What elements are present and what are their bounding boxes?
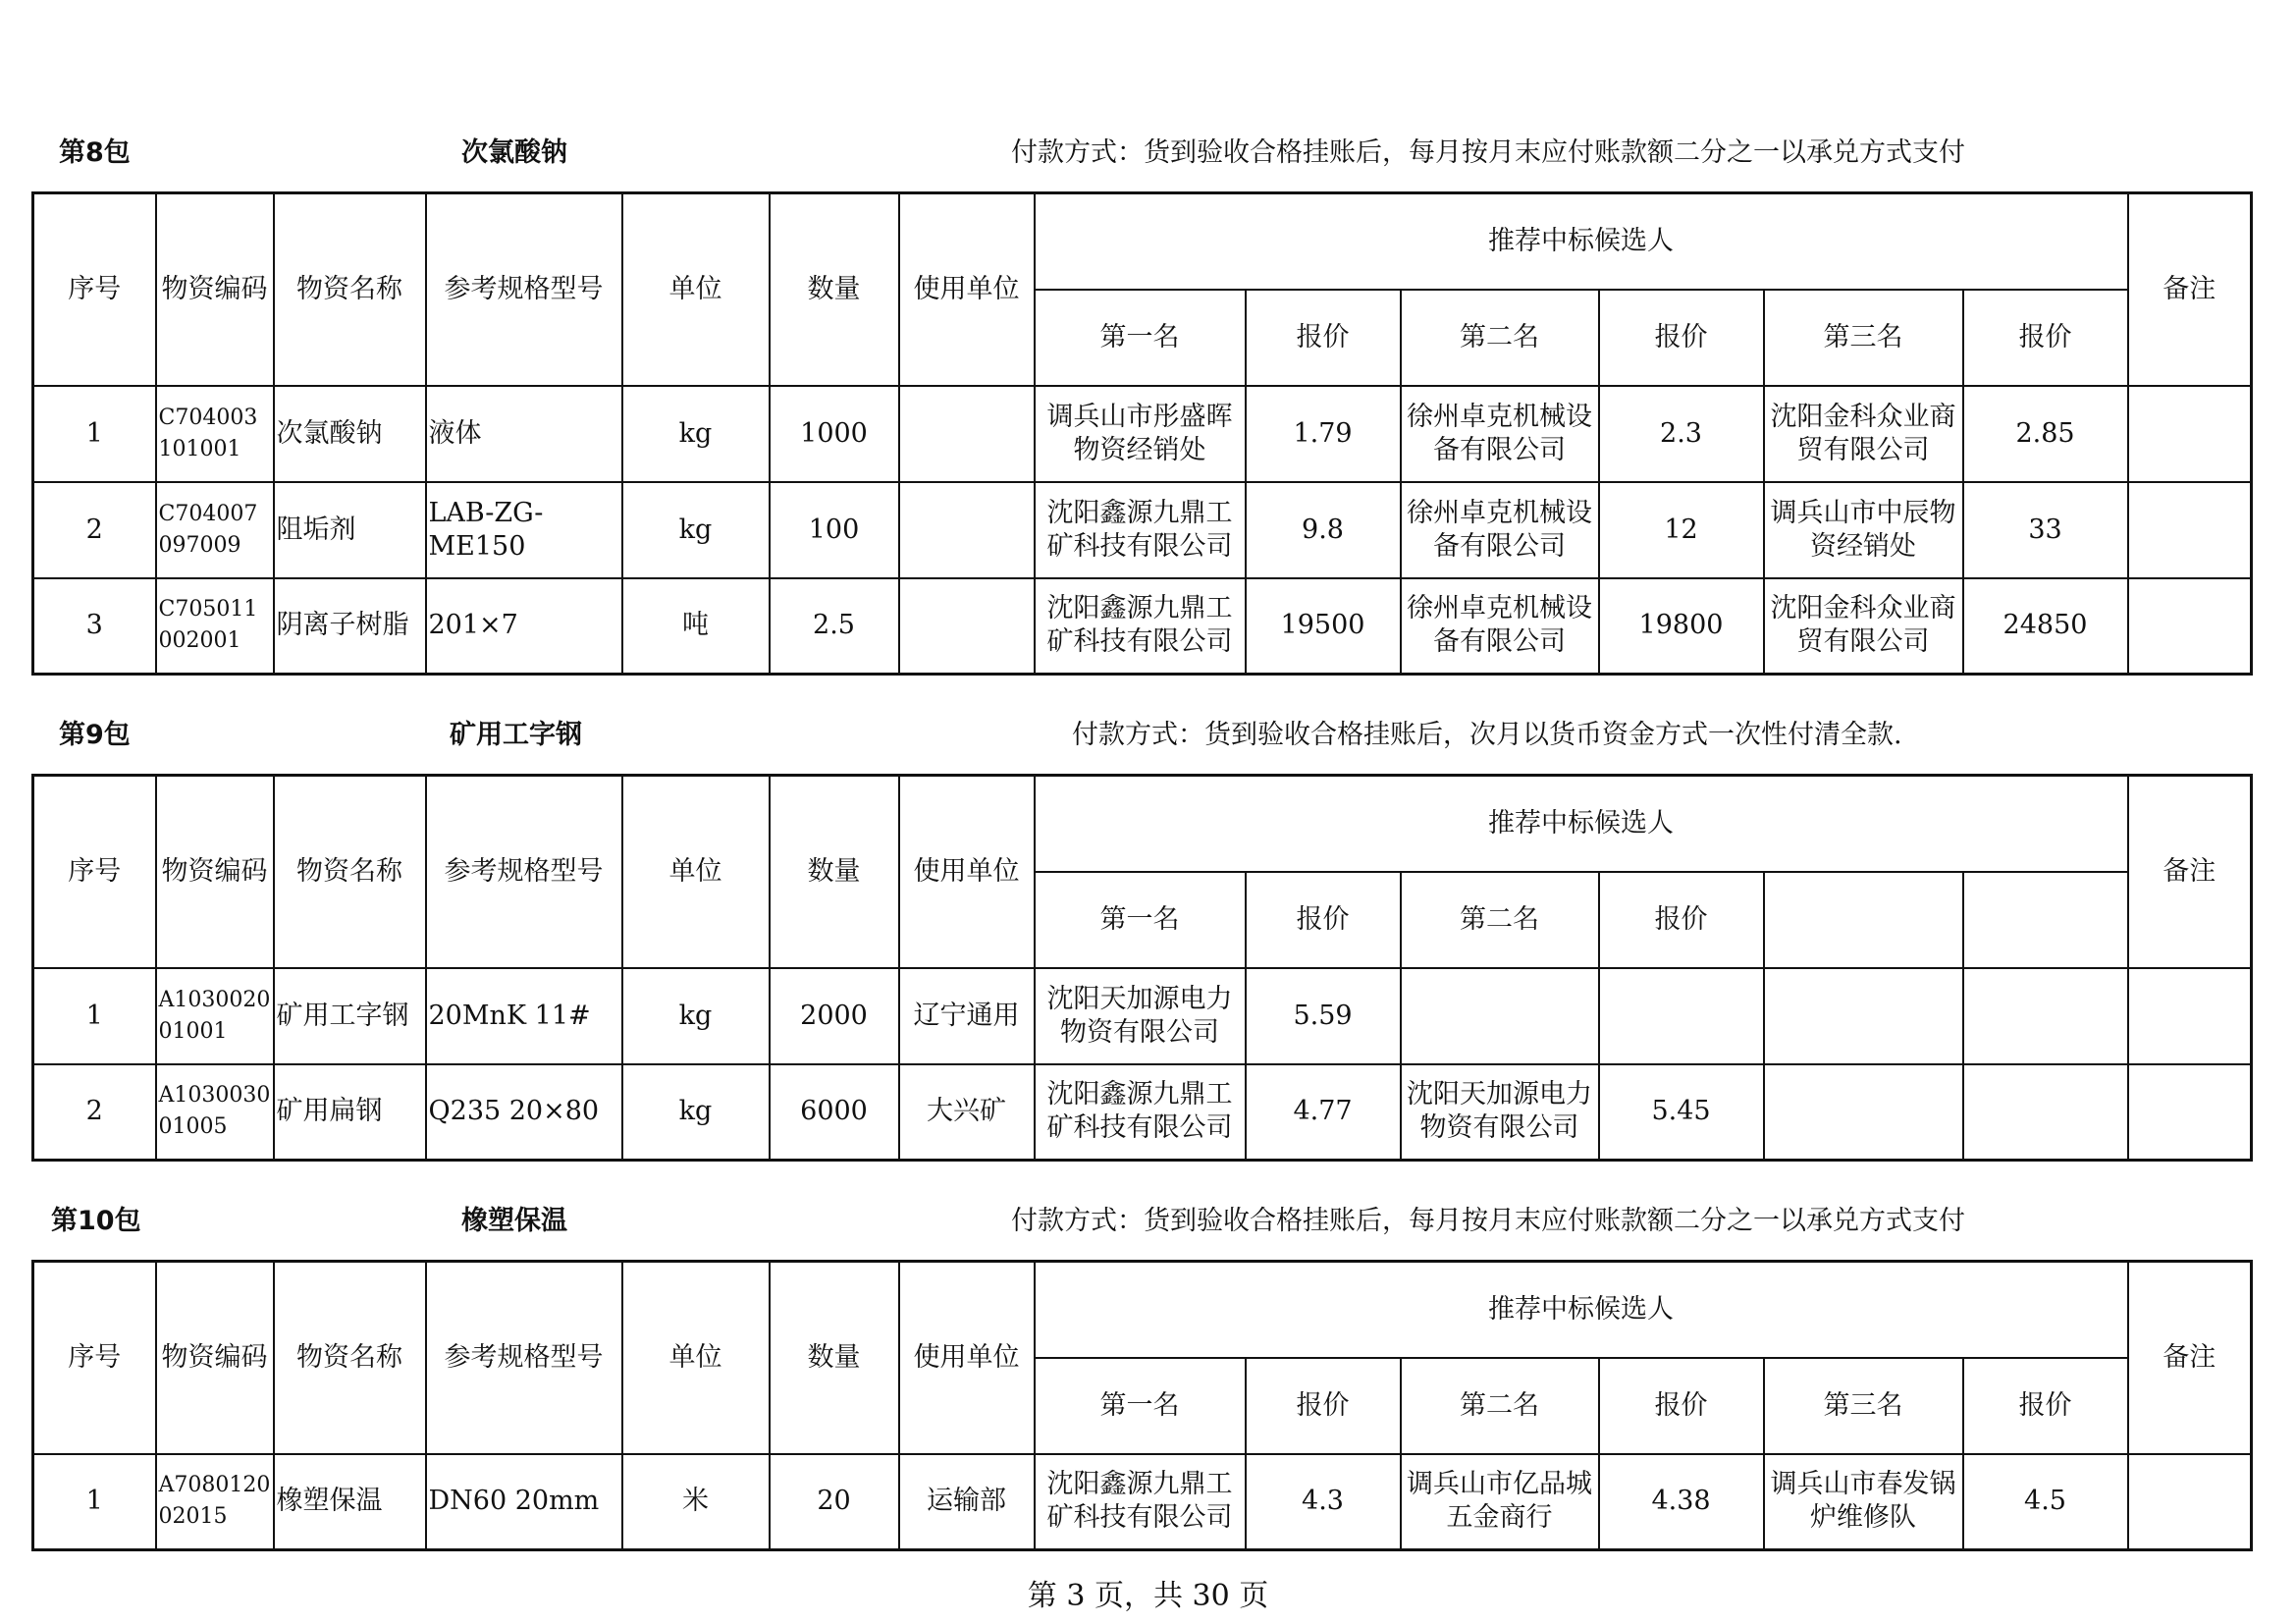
payment-terms: 付款方式：货到验收合格挂账后，次月以货币资金方式一次性付清全款. — [1072, 720, 1902, 750]
cell-third: 沈阳金科众业商贸有限公司 — [1764, 578, 1963, 675]
package-name: 橡塑保温 — [461, 1206, 567, 1236]
package-number: 第8包 — [59, 137, 131, 168]
cell-user — [899, 482, 1035, 578]
cell-remark — [2128, 578, 2252, 675]
header-first: 第一名 — [1035, 290, 1246, 386]
header-second: 第二名 — [1401, 1358, 1599, 1454]
package-9-header — [0, 713, 2296, 752]
cell-price-1: 19500 — [1246, 578, 1401, 675]
header-user: 使用单位 — [899, 776, 1035, 968]
header-candidates: 推荐中标候选人 — [1035, 776, 2128, 872]
cell-price-3 — [1963, 968, 2128, 1064]
header-name: 物资名称 — [274, 1262, 426, 1454]
cell-second: 调兵山市亿品城五金商行 — [1401, 1454, 1599, 1550]
header-spec: 参考规格型号 — [426, 776, 622, 968]
header-unit: 单位 — [622, 193, 770, 386]
cell-remark — [2128, 1454, 2252, 1550]
package-number: 第10包 — [51, 1206, 141, 1236]
cell-price-2: 2.3 — [1599, 386, 1764, 482]
header-name: 物资名称 — [274, 776, 426, 968]
cell-first: 沈阳鑫源九鼎工矿科技有限公司 — [1035, 1064, 1246, 1161]
package-name: 次氯酸钠 — [461, 137, 567, 168]
cell-third: 调兵山市中辰物资经销处 — [1764, 482, 1963, 578]
header-price: 报价 — [1246, 290, 1401, 386]
header-qty: 数量 — [770, 193, 899, 386]
page-footer: 第 3 页，共 30 页 — [1027, 1579, 1269, 1613]
cell-price-1: 1.79 — [1246, 386, 1401, 482]
cell-price-2: 12 — [1599, 482, 1764, 578]
cell-qty: 20 — [770, 1454, 899, 1550]
cell-remark — [2128, 482, 2252, 578]
header-price: 报价 — [1599, 290, 1764, 386]
header-remark: 备注 — [2128, 193, 2252, 386]
header-third: 第三名 — [1764, 290, 1963, 386]
cell-price-3: 33 — [1963, 482, 2128, 578]
header-price: 报价 — [1246, 1358, 1401, 1454]
header-candidates: 推荐中标候选人 — [1035, 1262, 2128, 1358]
cell-code: C704007097009 — [156, 482, 274, 578]
cell-user: 运输部 — [899, 1454, 1035, 1550]
cell-second: 徐州卓克机械设备有限公司 — [1401, 578, 1599, 675]
header-price: 报价 — [1963, 1358, 2128, 1454]
cell-seq: 1 — [33, 968, 156, 1064]
package-number: 第9包 — [59, 720, 131, 750]
header-seq: 序号 — [33, 193, 156, 386]
header-second: 第二名 — [1401, 872, 1599, 968]
cell-name: 橡塑保温 — [274, 1454, 426, 1550]
cell-spec: Q235 20×80 — [426, 1064, 622, 1161]
cell-remark — [2128, 386, 2252, 482]
header-second: 第二名 — [1401, 290, 1599, 386]
header-price: 报价 — [1963, 290, 2128, 386]
cell-code: A103003001005 — [156, 1064, 274, 1161]
header-first: 第一名 — [1035, 1358, 1246, 1454]
cell-unit: kg — [622, 386, 770, 482]
cell-user — [899, 578, 1035, 675]
cell-remark — [2128, 968, 2252, 1064]
header-user: 使用单位 — [899, 193, 1035, 386]
cell-price-2: 19800 — [1599, 578, 1764, 675]
cell-second: 沈阳天加源电力物资有限公司 — [1401, 1064, 1599, 1161]
cell-name: 矿用工字钢 — [274, 968, 426, 1064]
cell-seq: 1 — [33, 1454, 156, 1550]
cell-remark — [2128, 1064, 2252, 1161]
header-user: 使用单位 — [899, 1262, 1035, 1454]
cell-first: 调兵山市彤盛晖物资经销处 — [1035, 386, 1246, 482]
cell-code: C704003101001 — [156, 386, 274, 482]
table-row — [33, 968, 2252, 1064]
header-code: 物资编码 — [156, 776, 274, 968]
cell-price-1: 5.59 — [1246, 968, 1401, 1064]
cell-qty: 2.5 — [770, 578, 899, 675]
payment-terms: 付款方式：货到验收合格挂账后，每月按月末应付账款额二分之一以承兑方式支付 — [1011, 137, 1965, 168]
cell-second — [1401, 968, 1599, 1064]
table-row — [33, 1454, 2252, 1550]
cell-qty: 6000 — [770, 1064, 899, 1161]
cell-price-2: 4.38 — [1599, 1454, 1764, 1550]
cell-code: A103002001001 — [156, 968, 274, 1064]
cell-spec: 液体 — [426, 386, 622, 482]
header-price: 报价 — [1599, 872, 1764, 968]
package-name: 矿用工字钢 — [450, 720, 582, 750]
package-8-header — [0, 131, 2296, 170]
package-8-table — [31, 191, 2253, 676]
cell-spec: DN60 20mm — [426, 1454, 622, 1550]
header-qty: 数量 — [770, 776, 899, 968]
cell-second: 徐州卓克机械设备有限公司 — [1401, 482, 1599, 578]
cell-price-2: 5.45 — [1599, 1064, 1764, 1161]
cell-third: 沈阳金科众业商贸有限公司 — [1764, 386, 1963, 482]
table-row — [33, 578, 2252, 675]
cell-price-3: 24850 — [1963, 578, 2128, 675]
header-third: 第三名 — [1764, 1358, 1963, 1454]
cell-name: 阻垢剂 — [274, 482, 426, 578]
cell-price-2 — [1599, 968, 1764, 1064]
cell-price-3 — [1963, 1064, 2128, 1161]
cell-unit: kg — [622, 1064, 770, 1161]
cell-qty: 1000 — [770, 386, 899, 482]
payment-terms: 付款方式：货到验收合格挂账后，每月按月末应付账款额二分之一以承兑方式支付 — [1011, 1206, 1965, 1236]
cell-name: 次氯酸钠 — [274, 386, 426, 482]
cell-second: 徐州卓克机械设备有限公司 — [1401, 386, 1599, 482]
table-row — [33, 1064, 2252, 1161]
cell-name: 阴离子树脂 — [274, 578, 426, 675]
cell-code: C705011002001 — [156, 578, 274, 675]
header-spec: 参考规格型号 — [426, 1262, 622, 1454]
header-price: 报价 — [1599, 1358, 1764, 1454]
cell-user — [899, 386, 1035, 482]
header-code: 物资编码 — [156, 193, 274, 386]
cell-spec: 201×7 — [426, 578, 622, 675]
cell-spec: LAB-ZG-ME150 — [426, 482, 622, 578]
cell-price-1: 4.77 — [1246, 1064, 1401, 1161]
cell-seq: 2 — [33, 1064, 156, 1161]
cell-price-3: 2.85 — [1963, 386, 2128, 482]
cell-user: 大兴矿 — [899, 1064, 1035, 1161]
header-spec: 参考规格型号 — [426, 193, 622, 386]
table-row — [33, 482, 2252, 578]
cell-code: A708012002015 — [156, 1454, 274, 1550]
package-10-header — [0, 1199, 2296, 1238]
cell-third — [1764, 1064, 1963, 1161]
cell-first: 沈阳鑫源九鼎工矿科技有限公司 — [1035, 482, 1246, 578]
cell-unit: 米 — [622, 1454, 770, 1550]
cell-first: 沈阳鑫源九鼎工矿科技有限公司 — [1035, 1454, 1246, 1550]
package-10-table — [31, 1260, 2253, 1551]
header-unit: 单位 — [622, 1262, 770, 1454]
cell-third — [1764, 968, 1963, 1064]
header-seq: 序号 — [33, 1262, 156, 1454]
header-remark: 备注 — [2128, 776, 2252, 968]
table-row — [33, 386, 2252, 482]
header-first: 第一名 — [1035, 872, 1246, 968]
cell-seq: 1 — [33, 386, 156, 482]
cell-name: 矿用扁钢 — [274, 1064, 426, 1161]
cell-price-1: 4.3 — [1246, 1454, 1401, 1550]
header-candidates: 推荐中标候选人 — [1035, 193, 2128, 290]
cell-third: 调兵山市春发锅炉维修队 — [1764, 1454, 1963, 1550]
header-seq: 序号 — [33, 776, 156, 968]
cell-qty: 2000 — [770, 968, 899, 1064]
cell-qty: 100 — [770, 482, 899, 578]
header-qty: 数量 — [770, 1262, 899, 1454]
header-unit: 单位 — [622, 776, 770, 968]
cell-price-3: 4.5 — [1963, 1454, 2128, 1550]
header-empty — [1963, 872, 2128, 968]
cell-unit: kg — [622, 968, 770, 1064]
cell-seq: 2 — [33, 482, 156, 578]
cell-unit: 吨 — [622, 578, 770, 675]
cell-first: 沈阳天加源电力物资有限公司 — [1035, 968, 1246, 1064]
header-code: 物资编码 — [156, 1262, 274, 1454]
header-name: 物资名称 — [274, 193, 426, 386]
cell-seq: 3 — [33, 578, 156, 675]
cell-unit: kg — [622, 482, 770, 578]
cell-spec: 20MnK 11# — [426, 968, 622, 1064]
cell-user: 辽宁通用 — [899, 968, 1035, 1064]
package-9-table — [31, 774, 2253, 1162]
cell-first: 沈阳鑫源九鼎工矿科技有限公司 — [1035, 578, 1246, 675]
header-price: 报价 — [1246, 872, 1401, 968]
header-empty — [1764, 872, 1963, 968]
cell-price-1: 9.8 — [1246, 482, 1401, 578]
header-remark: 备注 — [2128, 1262, 2252, 1454]
